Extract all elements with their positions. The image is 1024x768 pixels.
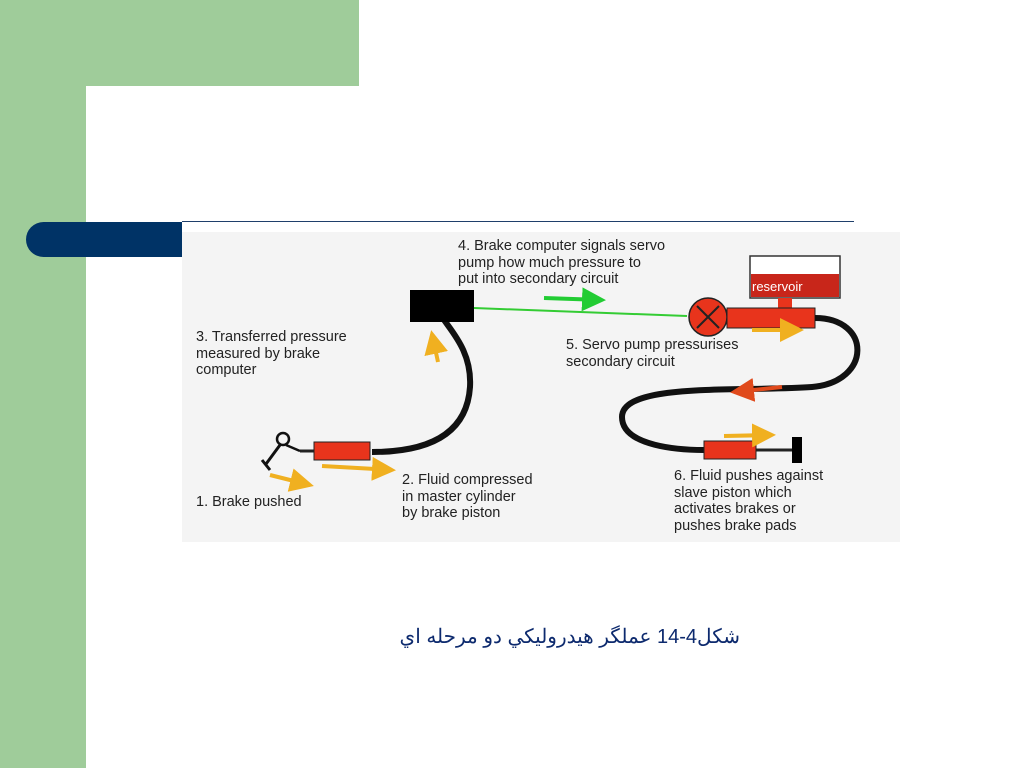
brake-diagram	[182, 232, 900, 542]
brake-pedal-icon	[262, 433, 300, 470]
label-step4: 4. Brake computer signals servo pump how much pressure to put into secondary circuit	[458, 238, 666, 287]
navy-tab	[26, 222, 182, 257]
signal-wire	[474, 308, 687, 316]
arrow-signal	[544, 298, 602, 300]
label-step5: 5. Servo pump pressurises secondary circuit	[566, 337, 739, 370]
figure-caption: شکل4-14 عملگر هيدروليكي دو مرحله اي	[399, 626, 740, 648]
label-step2: 2. Fluid compressed in master cylinder by brake piston	[402, 472, 533, 521]
slave-cylinder	[704, 441, 756, 459]
arrow-pressure-up	[432, 334, 438, 362]
top-green-band	[0, 0, 359, 86]
arrow-slave-push	[724, 435, 772, 436]
brake-pad	[792, 437, 802, 463]
sidebar-green-band	[0, 0, 86, 768]
label-step6: 6. Fluid pushes against slave piston which activates brakes or pushes brake pads	[674, 468, 824, 534]
label-step3: 3. Transferred pressure measured by brake computer	[196, 329, 347, 378]
master-cylinder	[314, 442, 370, 460]
brake-computer-box	[410, 290, 474, 322]
label-step1: 1. Brake pushed	[196, 494, 302, 510]
reservoir-label: reservoir	[752, 279, 803, 294]
arrow-brake-push	[270, 475, 310, 485]
arrow-fluid-compress	[322, 466, 392, 470]
servo-pump-icon	[689, 298, 727, 336]
servo-outlet	[727, 308, 815, 328]
title-rule	[182, 221, 854, 222]
primary-hose	[372, 317, 470, 452]
